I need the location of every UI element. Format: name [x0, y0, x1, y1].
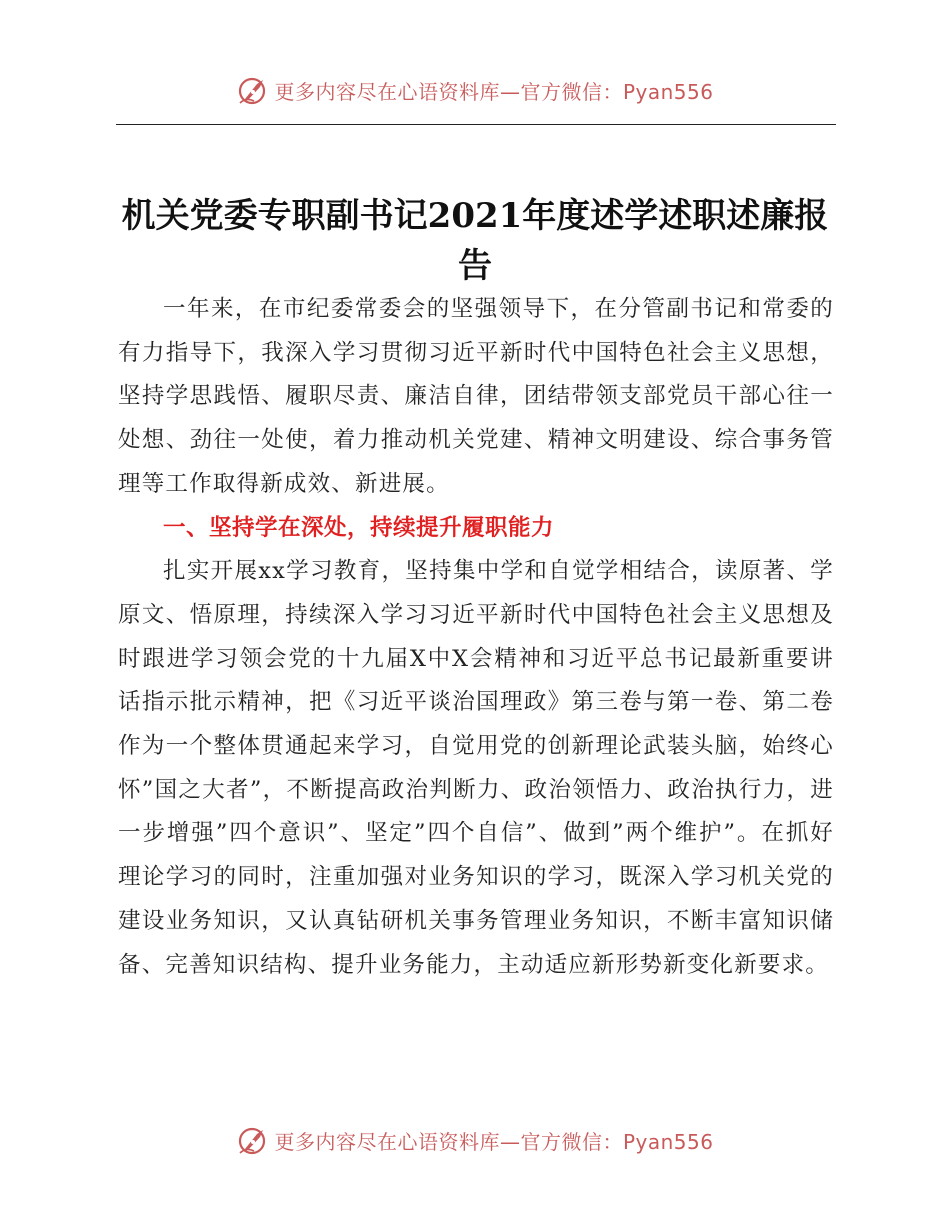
header-banner-text: 更多内容尽在心语资料库—官方微信：Pyan556 — [274, 79, 714, 104]
section-1-paragraph: 扎实开展xx学习教育，坚持集中学和自觉学相结合，读原著、学原文、悟原理，持续深入学习习近平新时代中国特色社会主义思想及时跟进学习领会党的十九届X中X会精神和习近平总书记最新重要讲话指示批示精神，把《习近平谈治国理政》第三卷与第一卷、第二卷作为一个整体贯通起来学习，自觉用党的创新理论武装头脑，始终心怀”国之大者”，不断提高政治判断力、政治领悟力、政治执行力，进一步增强”四个意识”、坚定”四个自信”、做到”两个维护”。在抓好理论学习的同时，注重加强对业务知识的学习，既深入学习机关党的建设业务知识，又认真钻研机关事务管理业务知识，不断丰富知识储备、完善知识结构、提升业务能力，主动适应新形势新变化新要求。 — [118, 558, 834, 978]
intro-paragraph: 一年来，在市纪委常委会的坚强领导下，在分管副书记和常委的有力指导下，我深入学习贯彻习近平新时代中国特色社会主义思想，坚持学思践悟、履职尽责、廉洁自律，团结带领支部党员干部心往一处想、劲往一处使，着力推动机关党建、精神文明建设、综合事务管理等工作取得新成效、新进展。 — [118, 296, 834, 497]
document-body — [118, 288, 834, 987]
footer-banner-text: 更多内容尽在心语资料库—官方微信：Pyan556 — [274, 1129, 714, 1154]
header-banner — [0, 70, 950, 110]
pen-nib-logo-icon — [236, 1123, 270, 1157]
footer-banner — [0, 1120, 950, 1160]
header-divider — [116, 124, 836, 125]
document-title: 机关党委专职副书记2021年度述学述职述廉报告 — [121, 195, 829, 286]
section-heading-1: 一、坚持学在深处，持续提升履职能力 — [163, 514, 555, 541]
pen-nib-logo-icon — [236, 73, 270, 107]
